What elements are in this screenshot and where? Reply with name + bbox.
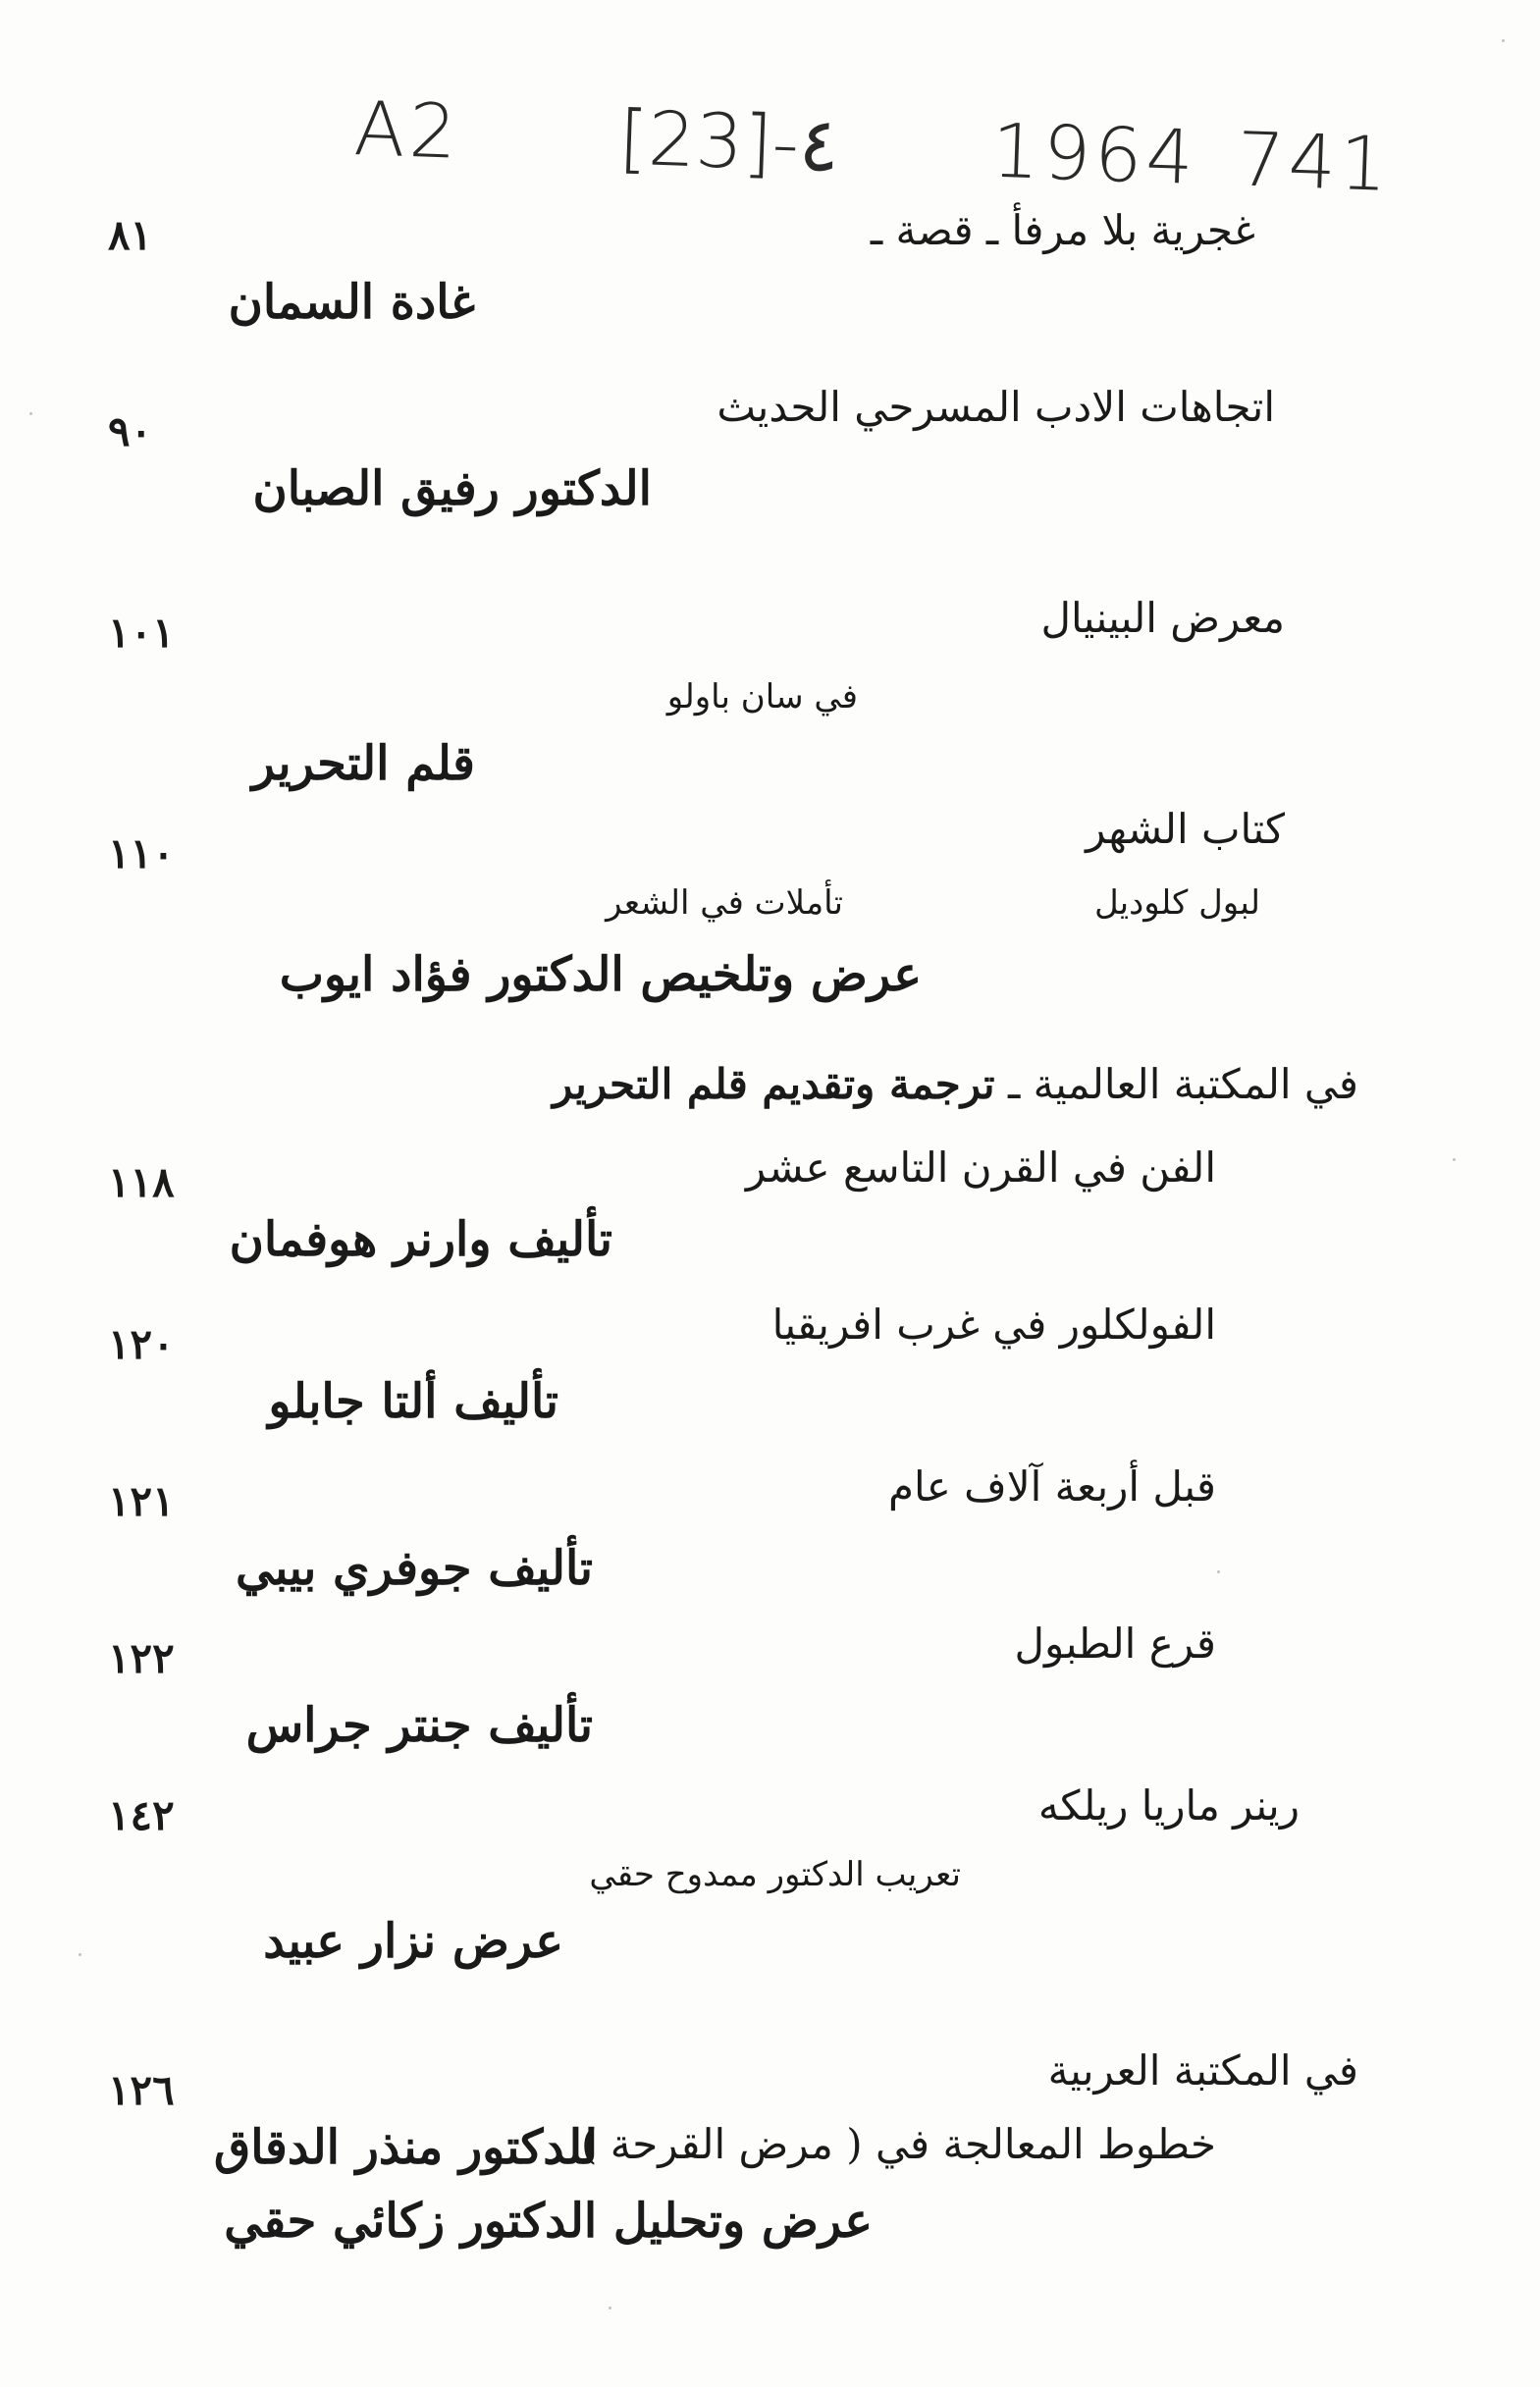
entry-title: معرض البينيال (1040, 594, 1285, 642)
entry-subtitle: في سان باولو (666, 677, 858, 716)
entry-author: تأليف جوفري بيبي (235, 1541, 593, 1596)
entry-author: تأليف ألتا جابلو (268, 1374, 558, 1429)
scan-speck (609, 2307, 611, 2309)
entry-title: غجرية بلا مرفأ ـ قصة ـ (870, 206, 1255, 254)
entry-page-number: ٩٠ (108, 407, 153, 455)
scan-speck (29, 412, 32, 415)
entry-title: قبل أربعة آلاف عام (887, 1462, 1216, 1511)
entry-author: قلم التحرير (251, 736, 475, 791)
entry-subtitle: تعريب الدكتور ممدوح حقي (589, 1855, 961, 1894)
entry-page-number: ١٢٢ (108, 1634, 175, 1682)
section-heading-world-bold: ترجمة وتقديم قلم التحرير (552, 1060, 995, 1108)
entry-subtitle-right: لبول كلوديل (1093, 883, 1260, 923)
scan-speck (79, 1953, 81, 1956)
archive-year: 1964 (989, 106, 1199, 201)
entry-author: تأليف وارنر هوفمان (229, 1212, 612, 1267)
entry-author: عرض وتلخيص الدكتور فؤاد ايوب (279, 947, 922, 1002)
entry-page-number: ١٠١ (108, 609, 175, 657)
entry-title: كتاب الشهر (1086, 805, 1285, 853)
entry-title: رينر ماريا ريلكه (1037, 1781, 1300, 1830)
entry-title: قرع الطبول (1014, 1619, 1216, 1668)
entry-page-number: ١٤٢ (108, 1791, 175, 1839)
entry-author: الدكتور رفيق الصبان (252, 461, 652, 516)
entry-page-number: ١٢١ (108, 1477, 175, 1525)
entry-author: تأليف جنتر جراس (245, 1698, 593, 1753)
entry-page-number: ١٢٠ (108, 1320, 175, 1368)
entry-author: غادة السمان (228, 275, 475, 330)
scan-speck (1453, 1158, 1456, 1161)
entry-page-number: ٨١ (108, 211, 153, 259)
entry-title: الفولكلور في غرب افريقيا (771, 1300, 1216, 1349)
archive-ref: 741 (1235, 115, 1393, 208)
entry-subtitle-left: تأملات في الشعر (606, 883, 843, 923)
archive-code-a: A2 (352, 84, 462, 176)
entry-title: خطوط المعالجة في ( مرض القرحة ) (581, 2120, 1216, 2168)
entry-title: الفن في القرن التاسع عشر (745, 1143, 1216, 1192)
entry-author: عرض وتحليل الدكتور زكائي حقي (224, 2194, 873, 2249)
entry-title: اتجاهات الادب المسرحي الحديث (717, 383, 1275, 431)
section-heading-world-text: في المكتبة العالمية ـ (1007, 1060, 1358, 1108)
scan-speck (1502, 39, 1505, 42)
entry-page-number: ١١٠ (108, 829, 175, 877)
entry-author: عرض نزار عبيد (263, 1914, 563, 1969)
entry-page-number: ١٢٦ (108, 2066, 175, 2114)
scan-speck (1217, 1570, 1220, 1573)
section-heading-arab-library: في المكتبة العربية (1047, 2046, 1358, 2095)
entry-title-author: للدكتور منذر الدقاق (214, 2120, 598, 2175)
entry-page-number: ١١٨ (108, 1158, 175, 1206)
archive-code-b: [23]-٤ (617, 93, 841, 189)
section-heading-world-library (553, 1060, 1358, 1108)
